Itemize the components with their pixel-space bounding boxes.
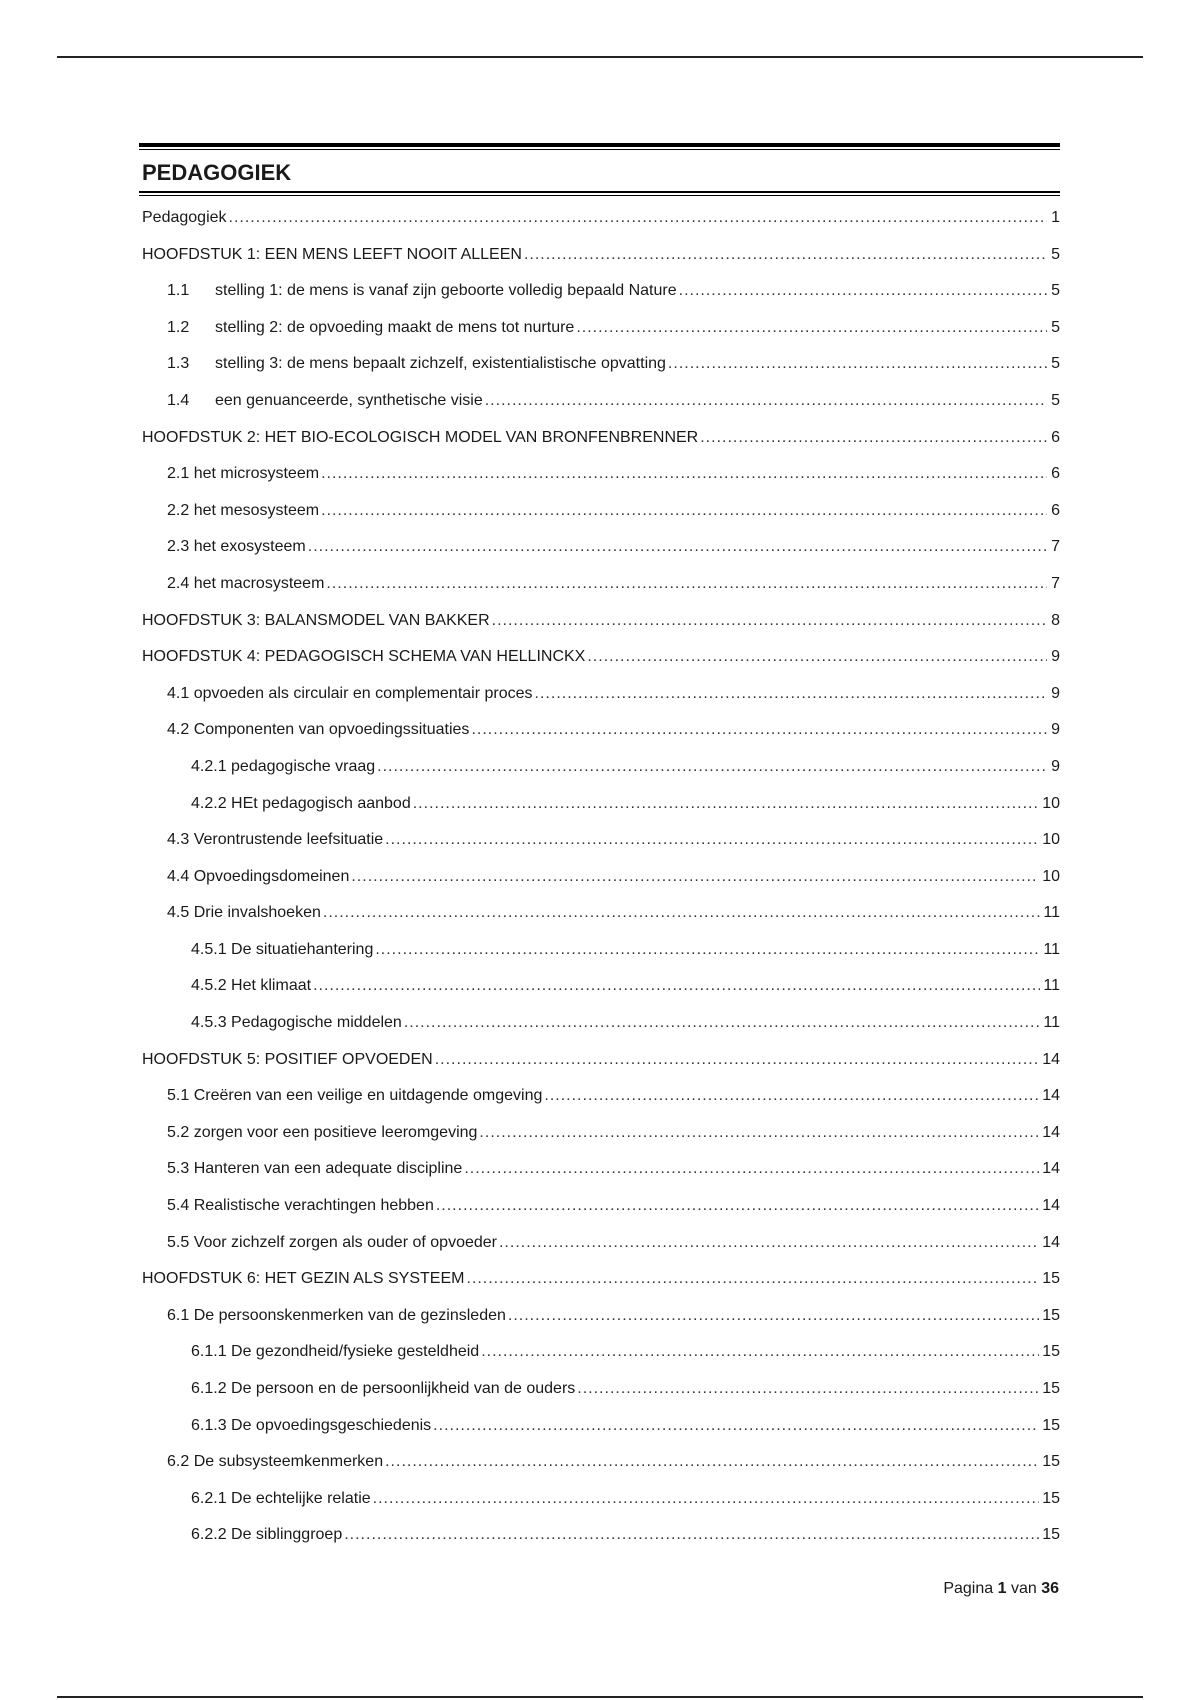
toc-entry-title: 2.2 het mesosysteem [167, 501, 320, 519]
toc-entry-page: 1 [1051, 209, 1060, 226]
toc-entry-title: stelling 3: de mens bepaalt zichzelf, existentialistische opvatting [215, 355, 666, 373]
toc-entry-title: 4.2.1 pedagogische vraag [191, 757, 376, 775]
toc-entry-title: 5.3 Hanteren van een adequate discipline [167, 1160, 463, 1178]
toc-entry-title: HOOFDSTUK 6: HET GEZIN ALS SYSTEEM [142, 1270, 465, 1288]
toc-entry[interactable] [139, 603, 1060, 640]
toc-entry-title: 5.4 Realistische verachtingen hebben [167, 1197, 434, 1215]
toc-dot-leader [471, 712, 1047, 749]
toc-dot-leader [577, 1371, 1039, 1408]
toc-entry-title: 4.5 Drie invalshoeken [167, 904, 321, 922]
toc-entry-page: 9 [1051, 721, 1060, 739]
toc-entry[interactable] [139, 346, 1060, 383]
toc-entry-page: 15 [1042, 1380, 1060, 1397]
toc-entry-page: 6 [1051, 465, 1060, 483]
toc-entry-page: 9 [1051, 684, 1060, 702]
toc-entry-title: 4.2 Componenten van opvoedingssituaties [167, 721, 470, 739]
toc-dot-leader [492, 603, 1047, 640]
toc-entry-page: 6 [1051, 501, 1060, 519]
toc-entry-title: HOOFDSTUK 3: BALANSMODEL VAN BAKKER [142, 611, 490, 629]
toc-entry-number: 1.3 [167, 355, 190, 373]
title-top-rule [139, 143, 1060, 150]
toc-entry[interactable] [139, 968, 1060, 1005]
toc-entry[interactable] [139, 1408, 1060, 1445]
footer-total-pages: 36 [1041, 1580, 1059, 1597]
toc-entry-title: 4.5.1 De situatiehantering [191, 940, 374, 958]
toc-dot-leader [308, 529, 1047, 566]
toc-dot-leader [535, 676, 1047, 713]
toc-entry-page: 14 [1042, 1087, 1060, 1105]
toc-entry-title: 6.2.1 De echtelijke relatie [191, 1489, 371, 1507]
toc-entry-page: 15 [1042, 1270, 1060, 1288]
toc-entry-page: 15 [1042, 1343, 1060, 1361]
title-bottom-rule [139, 191, 1060, 196]
footer-current-page: 1 [997, 1580, 1007, 1597]
footer-rule [57, 1696, 1143, 1698]
toc-entry-page: 5 [1051, 245, 1060, 263]
toc-entry-page: 5 [1051, 355, 1060, 373]
toc-entry[interactable] [139, 786, 1060, 823]
toc-entry-title: Pedagogiek [142, 209, 227, 226]
toc-entry-page: 11 [1043, 1014, 1060, 1032]
page-footer [943, 1580, 1059, 1598]
toc-entry-page: 6 [1051, 428, 1060, 446]
toc-entry-title: HOOFDSTUK 5: POSITIEF OPVOEDEN [142, 1050, 433, 1068]
toc-entry[interactable] [139, 273, 1060, 310]
toc-entry-page: 10 [1042, 831, 1060, 849]
toc-entry[interactable] [139, 566, 1060, 603]
toc-entry[interactable] [139, 1481, 1060, 1518]
toc-entry-page: 14 [1042, 1233, 1060, 1251]
toc-entry-page: 5 [1051, 282, 1060, 300]
toc-dot-leader [464, 1151, 1039, 1188]
toc-entry[interactable] [139, 859, 1060, 896]
toc-entry[interactable] [139, 1188, 1060, 1225]
toc-entry-page: 9 [1051, 757, 1060, 775]
footer-prefix: Pagina [943, 1580, 994, 1597]
toc-entry[interactable] [139, 1151, 1060, 1188]
toc-entry-page: 10 [1042, 794, 1060, 812]
toc-entry[interactable] [139, 1005, 1060, 1042]
toc-dot-leader [323, 895, 1041, 932]
toc-entry-title: 4.3 Verontrustende leefsituatie [167, 831, 384, 849]
toc-entry[interactable] [139, 822, 1060, 859]
toc-entry-number: 1.4 [167, 391, 190, 409]
toc-entry-page: 7 [1051, 538, 1060, 556]
toc-dot-leader [481, 1334, 1039, 1371]
toc-dot-leader [479, 1115, 1039, 1152]
toc-dot-leader [700, 420, 1047, 457]
toc-entry-title: stelling 2: de opvoeding maakt de mens tot nurture [215, 318, 575, 336]
toc-entry-page: 14 [1042, 1197, 1060, 1215]
toc-entry-page: 14 [1042, 1160, 1060, 1178]
toc-dot-leader [466, 1261, 1039, 1298]
toc-dot-leader [385, 1444, 1039, 1481]
toc-entry-page: 11 [1043, 940, 1060, 958]
toc-dot-leader [377, 749, 1047, 786]
toc-dot-leader [485, 383, 1047, 420]
toc-entry-title: 6.1.3 De opvoedingsgeschiedenis [191, 1416, 432, 1434]
toc-dot-leader [544, 1078, 1039, 1115]
toc-entry-title: 6.1.1 De gezondheid/fysieke gesteldheid [191, 1343, 480, 1361]
header-rule [57, 56, 1143, 58]
toc-dot-leader [413, 786, 1039, 823]
toc-entry-title: HOOFDSTUK 2: HET BIO-ECOLOGISCH MODEL VAN BRONFENBRENNER [142, 428, 699, 446]
toc-dot-leader [576, 310, 1047, 347]
toc-entry[interactable] [139, 676, 1060, 713]
toc-entry[interactable] [139, 1078, 1060, 1115]
toc-entry[interactable] [139, 639, 1060, 676]
toc-entry[interactable] [139, 529, 1060, 566]
toc-dot-leader [587, 639, 1047, 676]
toc-entry[interactable] [139, 1517, 1060, 1554]
toc-entry-number: 1.1 [167, 282, 190, 300]
toc-entry-number: 1.2 [167, 318, 190, 336]
toc-dot-leader [351, 859, 1039, 896]
toc-entry-title: 4.5.3 Pedagogische middelen [191, 1014, 402, 1032]
toc-entry-page: 15 [1042, 1416, 1060, 1434]
toc-dot-leader [668, 346, 1047, 383]
toc-dot-leader [524, 237, 1047, 274]
toc-entry[interactable] [139, 456, 1060, 493]
toc-entry-title: 4.5.2 Het klimaat [191, 977, 312, 995]
toc-dot-leader [321, 493, 1047, 530]
toc-dot-leader [373, 1481, 1040, 1518]
toc-dot-leader [404, 1005, 1041, 1042]
toc-entry[interactable] [139, 1115, 1060, 1152]
toc-entry-title: 5.5 Voor zichzelf zorgen als ouder of opvoeder [167, 1233, 497, 1251]
toc-entry[interactable] [139, 1298, 1060, 1335]
toc-entry-page: 14 [1042, 1123, 1060, 1141]
toc-entry-title: 6.1 De persoonskenmerken van de gezinsleden [167, 1306, 506, 1324]
toc-entry-title: 4.1 opvoeden als circulair en complementair proces [167, 684, 533, 702]
toc-entry-title: HOOFDSTUK 1: EEN MENS LEEFT NOOIT ALLEEN [142, 245, 522, 263]
toc-entry[interactable] [139, 1261, 1060, 1298]
toc-entry[interactable] [139, 383, 1060, 420]
toc-entry[interactable] [139, 1042, 1060, 1079]
toc-title: PEDAGOGIEK [142, 160, 292, 185]
toc-entry-title: 2.1 het microsysteem [167, 465, 320, 483]
toc-entry[interactable] [139, 1444, 1060, 1481]
toc-dot-leader [508, 1298, 1039, 1335]
toc-dot-leader [313, 968, 1040, 1005]
toc-entry-page: 15 [1042, 1489, 1060, 1507]
table-of-contents [139, 200, 1060, 1554]
toc-dot-leader [435, 1042, 1039, 1079]
toc-entry[interactable] [139, 1371, 1060, 1408]
toc-entry[interactable] [139, 420, 1060, 457]
toc-entry-page: 7 [1051, 574, 1060, 592]
toc-entry-title: HOOFDSTUK 4: PEDAGOGISCH SCHEMA VAN HELLINCKX [142, 648, 586, 666]
toc-entry-page: 15 [1042, 1526, 1060, 1544]
toc-entry-page: 10 [1042, 867, 1060, 885]
toc-dot-leader [436, 1188, 1039, 1225]
toc-entry-title: 4.4 Opvoedingsdomeinen [167, 867, 350, 885]
toc-dot-leader [229, 200, 1047, 237]
toc-entry-title: 2.3 het exosysteem [167, 538, 306, 556]
toc-entry-page: 15 [1042, 1453, 1060, 1471]
toc-entry-title: 5.2 zorgen voor een positieve leeromgeving [167, 1123, 478, 1141]
toc-entry[interactable] [139, 712, 1060, 749]
toc-entry-page: 5 [1051, 391, 1060, 409]
toc-entry[interactable] [139, 237, 1060, 274]
toc-entry-page: 8 [1051, 611, 1060, 629]
toc-entry-title: een genuanceerde, synthetische visie [215, 391, 483, 409]
toc-dot-leader [385, 822, 1039, 859]
toc-entry-page: 14 [1042, 1050, 1060, 1068]
toc-entry[interactable] [139, 1225, 1060, 1262]
toc-dot-leader [499, 1225, 1039, 1262]
toc-dot-leader [375, 932, 1040, 969]
toc-dot-leader [321, 456, 1047, 493]
toc-entry-page: 9 [1051, 648, 1060, 666]
toc-entry[interactable] [139, 1334, 1060, 1371]
toc-dot-leader [679, 273, 1047, 310]
toc-entry-title: 6.2 De subsysteemkenmerken [167, 1453, 384, 1471]
toc-dot-leader [326, 566, 1047, 603]
toc-entry[interactable] [139, 749, 1060, 786]
toc-entry-page: 11 [1043, 977, 1060, 995]
toc-entry-page: 11 [1043, 904, 1060, 922]
toc-dot-leader [344, 1517, 1039, 1554]
toc-entry[interactable] [139, 932, 1060, 969]
footer-separator: van [1010, 1580, 1037, 1597]
toc-entry-title: 5.1 Creëren van een veilige en uitdagende omgeving [167, 1087, 543, 1105]
toc-entry-title: 6.2.2 De siblinggroep [191, 1526, 343, 1544]
document-page [139, 143, 1060, 1554]
toc-entry[interactable] [139, 493, 1060, 530]
toc-entry-page: 5 [1051, 318, 1060, 336]
toc-entry[interactable] [139, 895, 1060, 932]
toc-entry[interactable] [139, 200, 1060, 237]
toc-entry-title: stelling 1: de mens is vanaf zijn geboorte volledig bepaald Nature [215, 282, 677, 300]
toc-entry-title: 4.2.2 HEt pedagogisch aanbod [191, 794, 411, 812]
toc-dot-leader [433, 1408, 1039, 1445]
toc-entry[interactable] [139, 310, 1060, 347]
toc-entry-title: 2.4 het macrosysteem [167, 574, 325, 592]
toc-entry-title: 6.1.2 De persoon en de persoonlijkheid van de ouders [191, 1380, 576, 1397]
toc-entry-page: 15 [1042, 1306, 1060, 1324]
